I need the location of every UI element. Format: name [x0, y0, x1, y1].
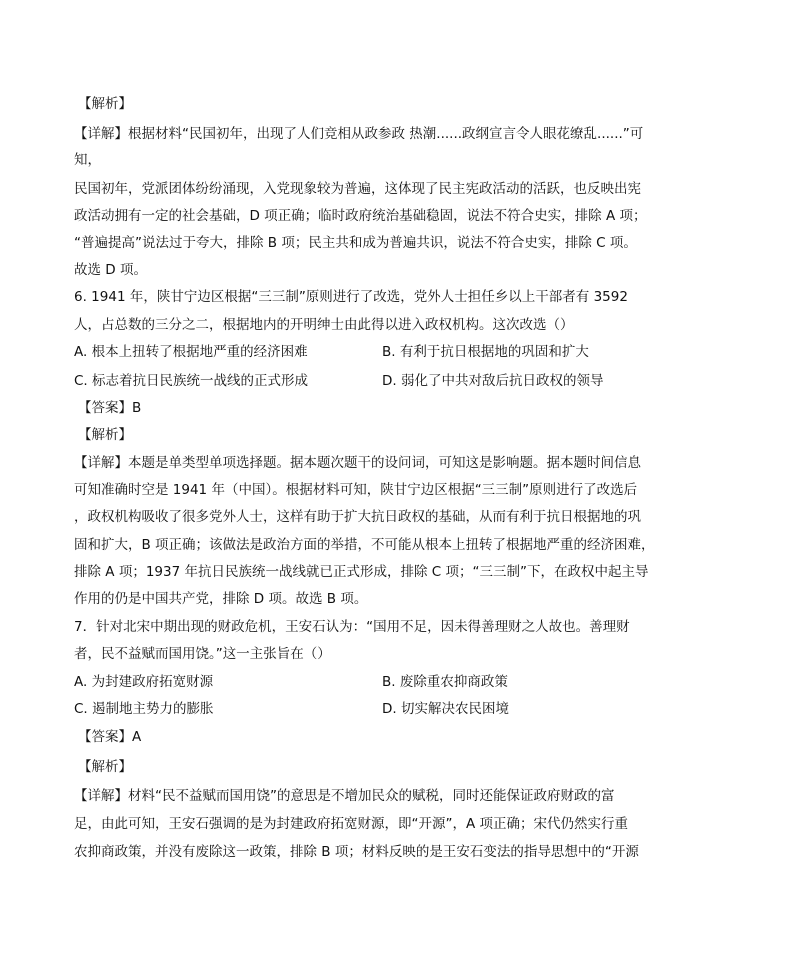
question-7-option-a: A. 为封建政府拓宽财源	[74, 674, 214, 690]
question-6-detail: 固和扩大，B 项正确；该做法是政治方面的举措，不可能从根本上扭转了根据地严重的经济困难，	[74, 537, 655, 553]
question-7-stem: 者，民不益赋而国用饶。”这一主张旨在（）	[74, 646, 331, 662]
question-7-answer: 【答案】A	[78, 729, 142, 745]
detail-label: 【详解】	[74, 126, 128, 142]
analysis-label: 【解析】	[78, 96, 132, 112]
question-6-detail: 可知准确时空是 1941 年（中国）。根据材料可知，陕甘宁边区根据“三三制”原则进行了改选后	[74, 482, 638, 498]
detail-line: 知，	[74, 152, 101, 168]
question-7-option-d: D. 切实解决农民困境	[382, 701, 509, 717]
detail-line	[74, 124, 724, 144]
question-6-option-a: A. 根本上扭转了根据地严重的经济困难	[74, 344, 308, 360]
question-7-stem: 7．针对北宋中期出现的财政危机，王安石认为：“国用不足，因未得善理财之人故也。善理财	[74, 619, 630, 635]
question-6-option-b: B. 有利于抗日根据地的巩固和扩大	[382, 344, 589, 360]
question-7-option-c: C. 遏制地主势力的膨胀	[74, 701, 214, 717]
question-6-detail: 排除 A 项；1937 年抗日民族统一战线就已正式形成，排除 C 项；“三三制”下，在政权中起主导	[74, 564, 649, 580]
question-6-stem: 6. 1941 年，陕甘宁边区根据“三三制”原则进行了改选，党外人士担任乡以上干部者有 3592	[74, 289, 628, 305]
question-7-detail: 【详解】材料“民不益赋而国用饶”的意思是不增加民众的赋税，同时还能保证政府财政的富	[74, 788, 615, 804]
question-6-analysis-label: 【解析】	[78, 427, 132, 443]
question-6-answer: 【答案】B	[78, 400, 142, 416]
question-7-option-b: B. 废除重农抑商政策	[382, 674, 508, 690]
question-6-stem: 人，占总数的三分之二，根据地内的开明绅士由此得以进入政权机构。这次改选（）	[74, 317, 574, 333]
question-7-detail: 足，由此可知，王安石强调的是为封建政府拓宽财源，即“开源”，A 项正确；宋代仍然实行重	[74, 816, 629, 832]
detail-text: 根据材料“民国初年，出现了人们竞相从政参政 热潮......政纲宣言令人眼花缭乱......”可	[128, 126, 644, 142]
detail-line: 政活动拥有一定的社会基础，D 项正确；临时政府统治基础稳固，说法不符合史实，排除 A 项；	[74, 208, 647, 224]
question-6-detail: ，政权机构吸收了很多党外人士，这样有助于扩大抗日政权的基础，从而有利于抗日根据地的巩	[74, 509, 641, 525]
question-6-detail: 作用的仍是中国共产党，排除 D 项。故选 B 项。	[74, 591, 368, 607]
detail-line: 故选 D 项。	[74, 262, 147, 278]
detail-line: 民国初年，党派团体纷纷涌现，入党现象较为普遍，这体现了民主宪政活动的活跃，也反映出宪	[74, 181, 641, 197]
question-6-option-d: D. 弱化了中共对敌后抗日政权的领导	[382, 373, 604, 389]
question-7-analysis-label: 【解析】	[78, 759, 132, 775]
question-6-detail: 【详解】本题是单类型单项选择题。据本题次题干的设问词，可知这是影响题。据本题时间信息	[74, 455, 641, 471]
question-7-detail: 农抑商政策，并没有废除这一政策，排除 B 项；材料反映的是王安石变法的指导思想中的“开源	[74, 844, 639, 860]
question-6-option-c: C. 标志着抗日民族统一战线的正式形成	[74, 373, 309, 389]
detail-line: “普遍提高”说法过于夸大，排除 B 项；民主共和成为普遍共识，说法不符合史实，排除 C 项。	[74, 235, 637, 251]
